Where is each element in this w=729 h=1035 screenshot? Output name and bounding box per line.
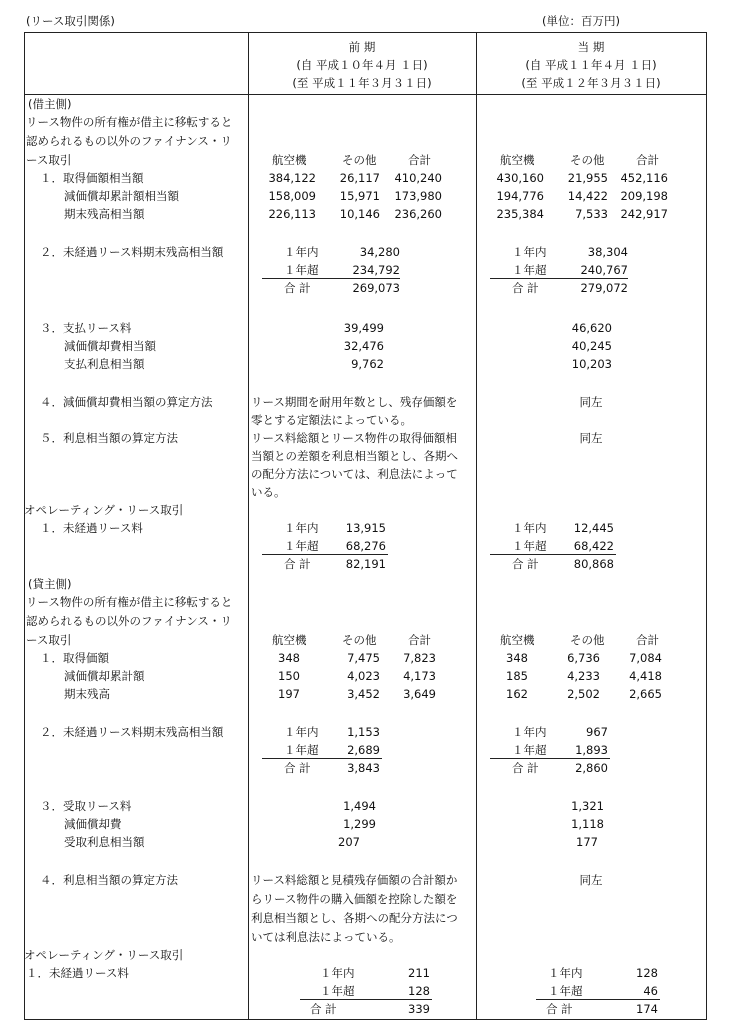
subtotal-underline (490, 554, 616, 555)
col-header-other: その他 (570, 153, 605, 167)
item-sublabel: 減価償却累計額相当額 (64, 189, 179, 203)
value-cell: 7,533 (575, 207, 608, 221)
col-header-other: その他 (570, 633, 605, 647)
value-cell: 4,418 (629, 669, 662, 683)
lessee-label: (借主側) (28, 97, 72, 111)
value-cell: 7,823 (403, 651, 436, 665)
value-cell: 128 (408, 984, 430, 998)
value-cell: 40,245 (571, 339, 612, 353)
col-header-total: 合計 (636, 153, 659, 167)
total-label: 合 計 (284, 557, 311, 571)
total-label: 合 計 (512, 281, 539, 295)
value-cell: 452,116 (620, 171, 668, 185)
subtotal-underline (490, 758, 610, 759)
value-cell: 235,384 (496, 207, 544, 221)
subtotal-underline (300, 999, 432, 1000)
value-cell: 1,893 (575, 743, 608, 757)
value-cell: 162 (506, 687, 528, 701)
within-one-year-label: １年内 (548, 966, 583, 980)
item-label: １．未経過リース料 (40, 521, 143, 535)
value-cell: 348 (278, 651, 300, 665)
value-cell: 6,736 (567, 651, 600, 665)
table-right-border (706, 32, 707, 1019)
header-divider (24, 94, 707, 95)
col-header-total: 合計 (408, 153, 431, 167)
value-cell: 14,422 (567, 189, 608, 203)
item-label: １．未経過リース料 (26, 966, 129, 980)
item-label: ４．減価償却費相当額の算定方法 (40, 395, 213, 409)
value-cell: 384,122 (268, 171, 316, 185)
value-cell: 39,499 (343, 321, 384, 335)
value-cell: 348 (506, 651, 528, 665)
same-as-left: 同左 (579, 431, 603, 445)
over-one-year-label: １年超 (284, 743, 319, 757)
item-label: ３．支払リース料 (40, 321, 132, 335)
value-cell: 68,276 (345, 539, 386, 553)
value-cell: 2,665 (629, 687, 662, 701)
lessor-intro-line: ース取引 (26, 633, 72, 647)
item-sublabel: 減価償却累計額 (64, 669, 145, 683)
value-cell: 82,191 (345, 557, 386, 571)
within-one-year-label: １年内 (512, 725, 547, 739)
value-cell: 150 (278, 669, 300, 683)
value-cell: 80,868 (573, 557, 614, 571)
method-text-line: いては利息法によっている。 (251, 930, 401, 944)
value-cell: 234,792 (352, 263, 400, 277)
col-header-aircraft: 航空機 (500, 153, 535, 167)
item-sublabel: 減価償却費相当額 (64, 339, 156, 353)
method-text-line: リース料総額と見積残存価額の合計額か (251, 873, 458, 887)
item-sublabel: 受取利息相当額 (64, 835, 145, 849)
value-cell: 226,113 (268, 207, 316, 221)
item-sublabel: 期末残高相当額 (64, 207, 145, 221)
value-cell: 7,475 (347, 651, 380, 665)
value-cell: 68,422 (573, 539, 614, 553)
value-cell: 3,452 (347, 687, 380, 701)
value-cell: 2,502 (567, 687, 600, 701)
total-label: 合 計 (284, 761, 311, 775)
value-cell: 13,915 (345, 521, 386, 535)
value-cell: 967 (586, 725, 608, 739)
total-label: 合 計 (284, 281, 311, 295)
total-label: 合 計 (512, 761, 539, 775)
over-one-year-label: １年超 (512, 263, 547, 277)
value-cell: 10,203 (571, 357, 612, 371)
value-cell: 410,240 (394, 171, 442, 185)
value-cell: 2,689 (347, 743, 380, 757)
lessee-intro-line: リース物件の所有権が借主に移転すると (26, 115, 233, 129)
item-label: １．取得価額相当額 (40, 171, 144, 185)
subtotal-underline (536, 999, 660, 1000)
table-top-border (24, 32, 707, 33)
value-cell: 279,072 (580, 281, 628, 295)
value-cell: 1,153 (347, 725, 380, 739)
value-cell: 46 (643, 984, 658, 998)
value-cell: 211 (408, 966, 430, 980)
total-label: 合 計 (512, 557, 539, 571)
over-one-year-label: １年超 (512, 743, 547, 757)
value-cell: 4,233 (567, 669, 600, 683)
subtotal-underline (490, 278, 628, 279)
col-header-aircraft: 航空機 (272, 633, 307, 647)
subtotal-underline (262, 758, 382, 759)
value-cell: 339 (408, 1002, 430, 1016)
subtotal-underline (262, 278, 400, 279)
value-cell: 15,971 (339, 189, 380, 203)
value-cell: 34,280 (359, 245, 400, 259)
prev-period-title: 前 期 (348, 40, 376, 54)
section-title: (リース取引関係) (26, 14, 115, 28)
over-one-year-label: １年超 (320, 984, 355, 998)
value-cell: 10,146 (339, 207, 380, 221)
subtotal-underline (262, 554, 388, 555)
value-cell: 4,023 (347, 669, 380, 683)
value-cell: 242,917 (620, 207, 668, 221)
column-divider-2 (476, 32, 477, 1019)
value-cell: 4,173 (403, 669, 436, 683)
value-cell: 173,980 (394, 189, 442, 203)
value-cell: 236,260 (394, 207, 442, 221)
item-label: ２．未経過リース料期末残高相当額 (40, 725, 224, 739)
item-label: ２．未経過リース料期末残高相当額 (40, 245, 224, 259)
value-cell: 46,620 (571, 321, 612, 335)
within-one-year-label: １年内 (512, 521, 547, 535)
col-header-other: その他 (342, 633, 377, 647)
value-cell: 177 (576, 835, 598, 849)
method-text-line: 当額との差額を利息相当額とし、各期へ (251, 449, 458, 463)
method-text-line: リース料総額とリース物件の取得価額相 (251, 431, 457, 445)
over-one-year-label: １年超 (284, 539, 319, 553)
curr-period-from: (自 平成１１年４月 １日) (525, 58, 657, 72)
value-cell: 1,118 (571, 817, 604, 831)
within-one-year-label: １年内 (284, 725, 319, 739)
value-cell: 207 (338, 835, 360, 849)
method-text-line: 零とする定額法によっている。 (251, 413, 412, 427)
total-label: 合 計 (546, 1002, 573, 1016)
unit-label: (単位：百万円) (542, 14, 620, 28)
lessor-intro-line: 認められるもの以外のファイナンス・リ (26, 614, 232, 628)
table-left-border (24, 32, 25, 1019)
value-cell: 32,476 (343, 339, 384, 353)
over-one-year-label: １年超 (548, 984, 583, 998)
value-cell: 38,304 (587, 245, 628, 259)
value-cell: 21,955 (567, 171, 608, 185)
column-divider-1 (248, 32, 249, 1019)
over-one-year-label: １年超 (512, 539, 547, 553)
value-cell: 9,762 (351, 357, 384, 371)
prev-period-to: (至 平成１１年３月３１日) (292, 76, 432, 90)
lessee-intro-line: ース取引 (26, 153, 72, 167)
lessor-intro-line: リース物件の所有権が借主に移転すると (26, 595, 233, 609)
item-label: ３．受取リース料 (40, 799, 132, 813)
total-label: 合 計 (310, 1002, 337, 1016)
table-bottom-border (24, 1019, 707, 1020)
value-cell: 7,084 (629, 651, 662, 665)
over-one-year-label: １年超 (284, 263, 319, 277)
within-one-year-label: １年内 (320, 966, 355, 980)
value-cell: 209,198 (620, 189, 668, 203)
value-cell: 240,767 (580, 263, 628, 277)
lessor-label: (貸主側) (28, 577, 72, 591)
method-text-line: いる。 (251, 485, 286, 499)
value-cell: 26,117 (339, 171, 380, 185)
col-header-total: 合計 (636, 633, 659, 647)
value-cell: 197 (278, 687, 300, 701)
item-label: １．取得価額 (40, 651, 109, 665)
value-cell: 269,073 (352, 281, 400, 295)
item-label: ５．利息相当額の算定方法 (40, 431, 178, 445)
value-cell: 174 (636, 1002, 658, 1016)
value-cell: 1,299 (343, 817, 376, 831)
col-header-other: その他 (342, 153, 377, 167)
value-cell: 128 (636, 966, 658, 980)
value-cell: 1,494 (343, 799, 376, 813)
operating-lease-label: オペレーティング・リース取引 (24, 948, 184, 962)
value-cell: 3,843 (347, 761, 380, 775)
value-cell: 1,321 (571, 799, 604, 813)
method-text-line: らリース物件の購入価額を控除した額を (251, 892, 458, 906)
same-as-left: 同左 (579, 873, 603, 887)
item-label: ４．利息相当額の算定方法 (40, 873, 178, 887)
value-cell: 194,776 (496, 189, 544, 203)
method-text-line: の配分方法については、利息法によって (251, 467, 458, 481)
same-as-left: 同左 (579, 395, 603, 409)
value-cell: 12,445 (573, 521, 614, 535)
item-sublabel: 支払利息相当額 (64, 357, 145, 371)
lessee-intro-line: 認められるもの以外のファイナンス・リ (26, 134, 232, 148)
method-text-line: 利息相当額とし、各期への配分方法につ (251, 911, 458, 925)
item-sublabel: 期末残高 (64, 687, 110, 701)
value-cell: 185 (506, 669, 528, 683)
curr-period-title: 当 期 (577, 40, 605, 54)
within-one-year-label: １年内 (284, 521, 319, 535)
method-text-line: リース期間を耐用年数とし、残存価額を (251, 395, 458, 409)
col-header-total: 合計 (408, 633, 431, 647)
within-one-year-label: １年内 (512, 245, 547, 259)
value-cell: 3,649 (403, 687, 436, 701)
curr-period-to: (至 平成１２年３月３１日) (521, 76, 661, 90)
within-one-year-label: １年内 (284, 245, 319, 259)
value-cell: 430,160 (496, 171, 544, 185)
operating-lease-label: オペレーティング・リース取引 (24, 503, 184, 517)
col-header-aircraft: 航空機 (272, 153, 307, 167)
col-header-aircraft: 航空機 (500, 633, 535, 647)
value-cell: 2,860 (575, 761, 608, 775)
value-cell: 158,009 (268, 189, 316, 203)
prev-period-from: (自 平成１０年４月 １日) (296, 58, 428, 72)
item-sublabel: 減価償却費 (64, 817, 122, 831)
